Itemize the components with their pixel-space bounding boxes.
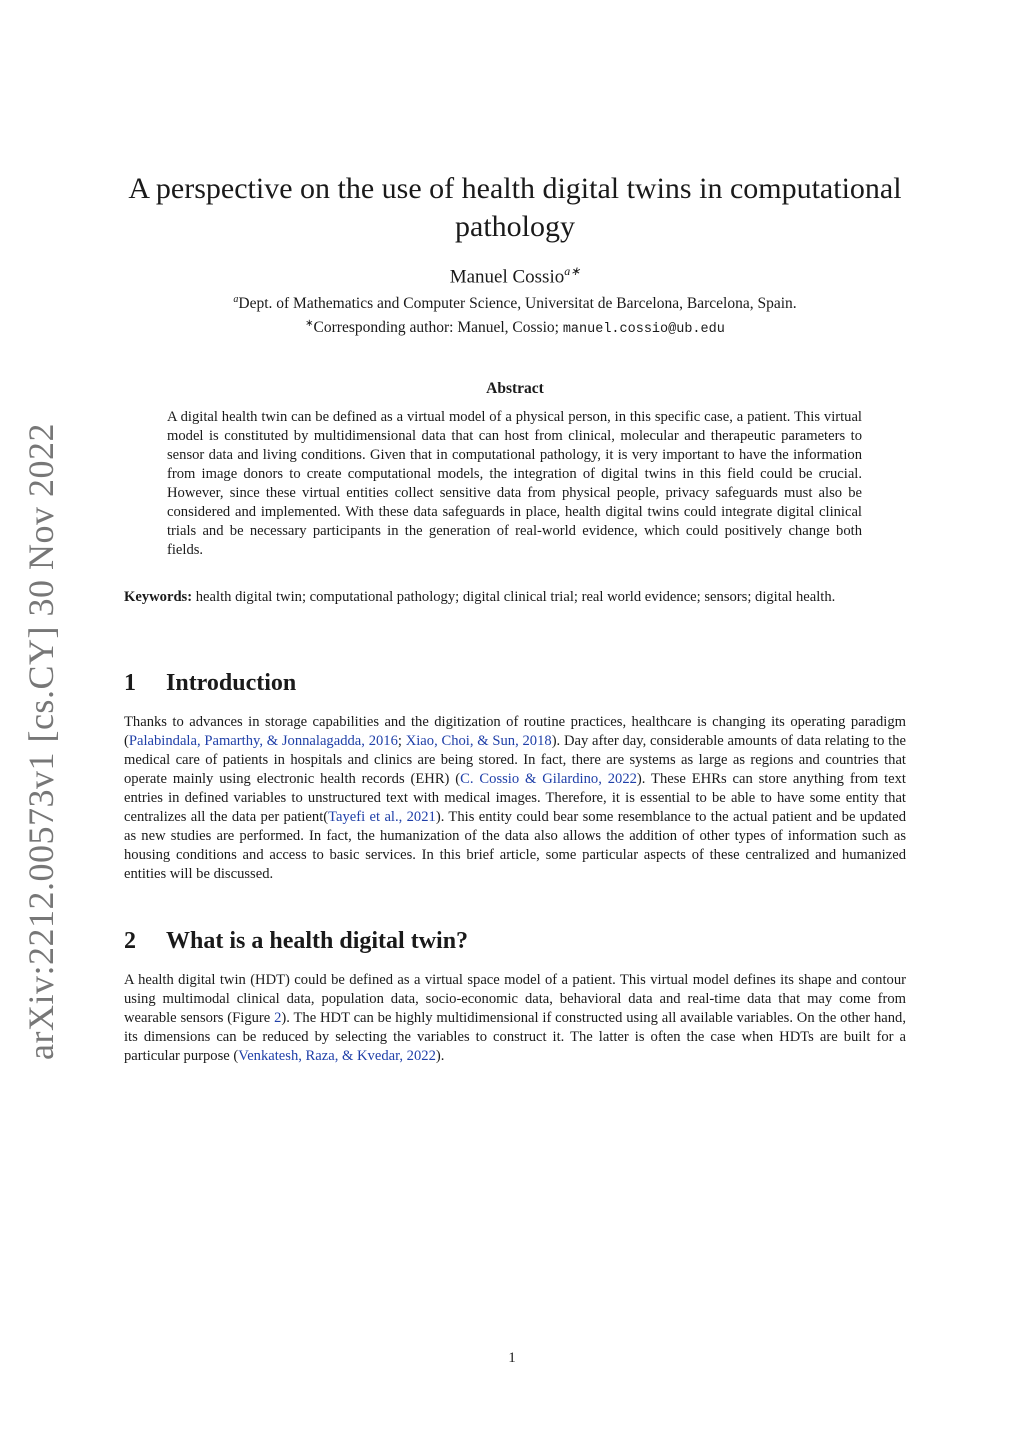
corresponding-author <box>110 318 920 337</box>
paragraph-text: ). Day after day, considerable amounts of data relating to the medical care of patients in hospitals and clinics are being stored. In fact, there are systems as large as regions and countries that operate mainly using electronic health records (EHR) ( <box>124 733 906 787</box>
citation-link[interactable]: Palabindala, Pamarthy, & Jonnalagadda, 2016 <box>128 733 398 749</box>
section-heading-introduction <box>124 670 296 697</box>
figure-reference-link[interactable]: 2 <box>274 1010 282 1026</box>
paragraph-text: ). These EHRs can store anything from text entries in defined variables to unstructured text with medical images. Therefore, it is essential to be able to have some entity that centralizes all the data per patient( <box>124 771 906 825</box>
keywords-label: Keywords: <box>124 589 193 605</box>
paper-title: A perspective on the use of health digital twins in computational pathology <box>128 172 902 243</box>
affiliation-text: Dept. of Mathematics and Computer Science, Universitat de Barcelona, Barcelona, Spain. <box>238 295 797 313</box>
section-title: Introduction <box>166 670 297 696</box>
introduction-paragraph <box>124 713 906 884</box>
section-heading-hdt <box>124 928 468 955</box>
keywords <box>124 588 906 607</box>
citation-link[interactable]: C. Cossio & Gilardino, 2022 <box>460 771 637 787</box>
author-line <box>110 264 920 288</box>
paragraph-text: ). <box>435 1048 445 1064</box>
abstract-text: A digital health twin can be defined as a virtual model of a physical person, in this specific case, a patient. This virtual model is constituted by multidimensional data that can host from clinical, molecular and therapeutic parameters to sensor data and living conditions. Given that in computational pathology, it is very important to have the information from image donors to create computational models, the integration of digital twins in this field could be crucial. However, since these virtual entities collect sensitive data from physical people, privacy safeguards must also be considered and implemented. With these data safeguards in place, health digital twins could integrate digital clinical trials and be necessary participants in the generation of real-world evidence, which could positively change both fields. <box>167 409 862 558</box>
abstract-heading: Abstract <box>486 380 544 397</box>
arxiv-identifier-stamp: arXiv:2212.00573v1 [cs.CY] 30 Nov 2022 <box>21 423 61 1060</box>
section-title: What is a health digital twin? <box>166 928 469 954</box>
paragraph-text: Thanks to advances in storage capabilities and the digitization of routine practices, healthcare is changing its operating paradigm ( <box>124 714 906 749</box>
citation-link[interactable]: Xiao, Choi, & Sun, 2018 <box>405 733 552 749</box>
paragraph-text: ; <box>397 733 406 749</box>
page-number: 1 <box>508 1350 516 1366</box>
section-number: 1 <box>124 670 136 696</box>
paragraph-text: ). This entity could bear some resemblance to the actual patient and be updated as new studies are performed. In fact, the humanization of the data also allows the addition of other types of information such as housing conditions and access to basic services. In this brief article, some particular aspects of these centralized and humanized entities will be discussed. <box>124 809 906 882</box>
citation-link[interactable]: Tayefi et al., 2021 <box>328 809 436 825</box>
affiliation-mark: a <box>233 294 239 305</box>
hdt-paragraph <box>124 971 906 1066</box>
keywords-text: health digital twin; computational pathology; digital clinical trial; real world evidence; sensors; digital health. <box>192 589 836 605</box>
paragraph-text: A health digital twin (HDT) could be defined as a virtual space model of a patient. This virtual model defines its shape and contour using multimodal clinical data, population data, socio-economic data, behavioral data and real-time data that may come from wearable sensors (Figure <box>124 972 906 1026</box>
citation-link[interactable]: Venkatesh, Raza, & Kvedar, 2022 <box>238 1048 436 1064</box>
paragraph-text: ). The HDT can be highly multidimensional if constructed using all available variables. On the other hand, its dimensions can be reduced by selecting the variables to construct it. The latter is often the case when HDTs are built for a particular purpose ( <box>124 1010 906 1064</box>
corresponding-text: Corresponding author: Manuel, Cossio; <box>313 319 563 337</box>
author-marks: a∗ <box>564 264 581 278</box>
corresponding-email[interactable]: manuel.cossio@ub.edu <box>562 322 725 338</box>
author-name: Manuel Cossio <box>449 266 565 288</box>
corresponding-mark: ∗ <box>305 318 314 329</box>
section-number: 2 <box>124 928 136 954</box>
affiliation <box>110 294 920 313</box>
